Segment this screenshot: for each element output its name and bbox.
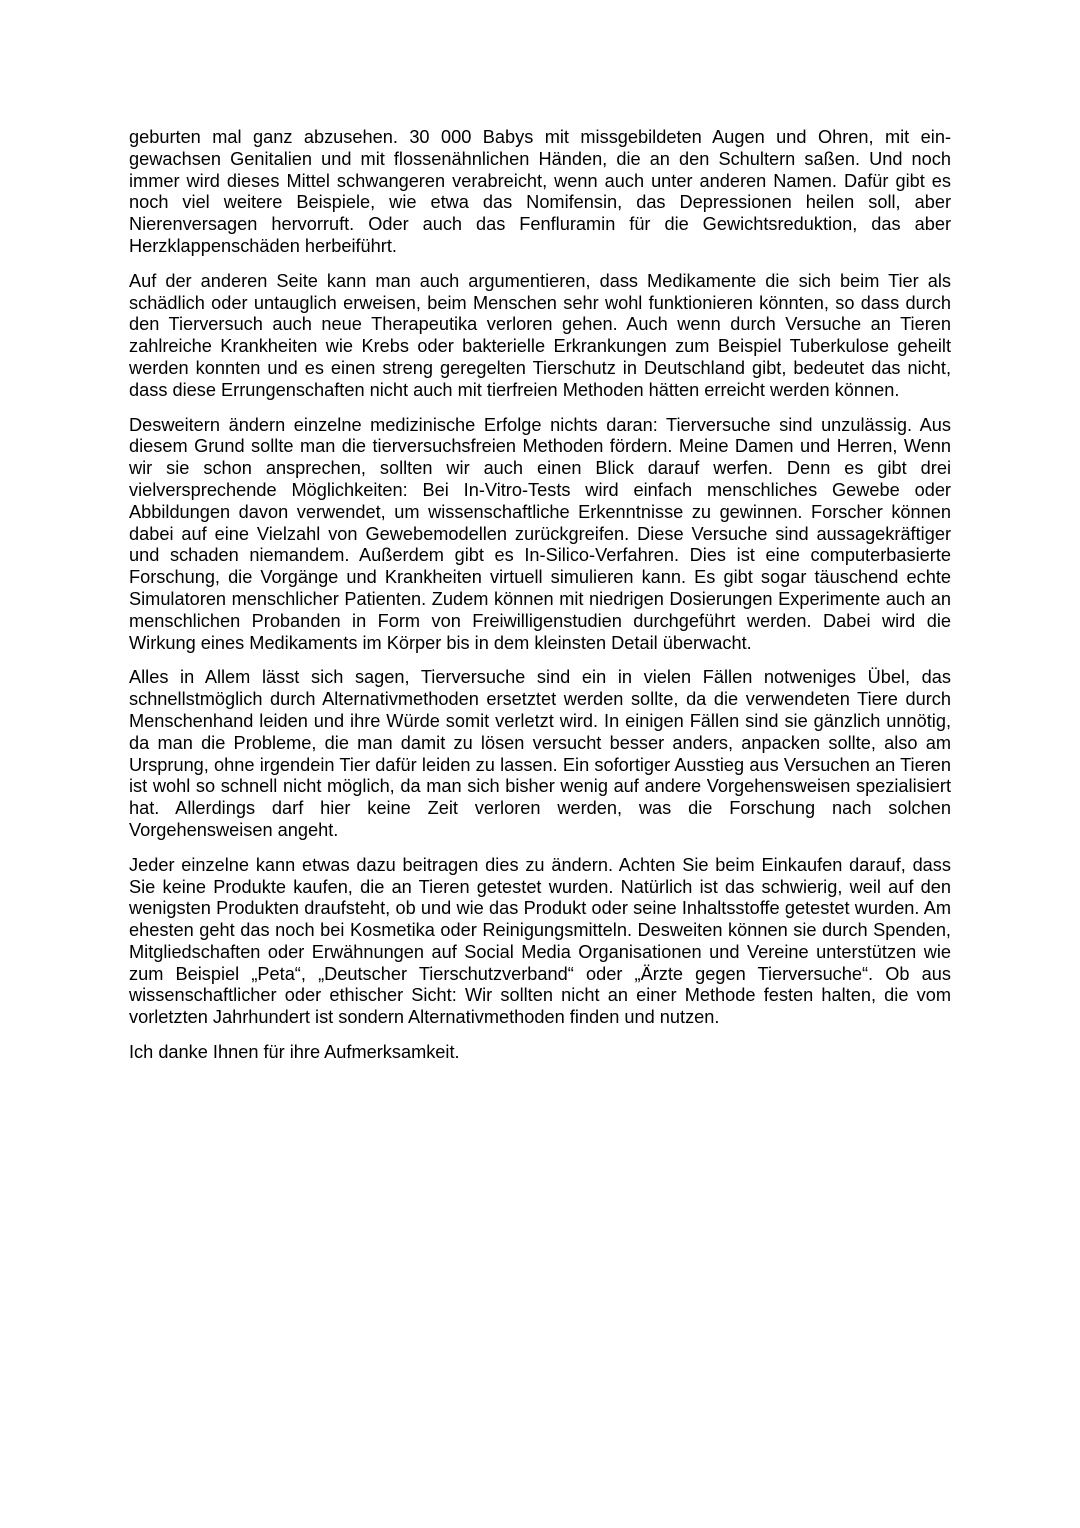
paragraph-counter-arguments: Auf der anderen Seite kann man auch argumentieren, dass Medikamente die sich beim Tier als schädlich oder untauglich erweisen, beim Menschen sehr wohl funktionieren könnten, so dass durch den Tierversuch auch neue Therapeutika verloren gehen. Auch wenn durch Versuche an Tieren zahlreiche Krankheiten wie Krebs oder bakterielle Erkrankungen zum Beispiel Tuberkulose geheilt werden konnten und es einen streng geregelten Tierschutz in Deutschland gibt, bedeutet das nicht, dass diese Errungenschaften nicht auch mit tierfreien Methoden hätten erreicht werden können. — [129, 270, 951, 400]
paragraph-thalidomide-examples: geburten mal ganz abzusehen. 30 000 Babys mit missgebildeten Augen und Ohren, mit eingewachsen Genitalien und mit flossenähnlichen Händen, die an den Schultern saßen. Und noch immer wird dieses Mittel schwangeren verabreicht, wenn auch unter anderen Namen. Dafür gibt es noch viel weitere Beispiele, wie etwa das Nomifensin, das Depressionen heilen soll, aber Nierenversagen hervorruft. Oder auch das Fenfluramin für die Gewichtsreduktion, das aber Herzklappenschäden herbeiführt. — [129, 127, 951, 256]
paragraph-alternative-methods: Desweitern ändern einzelne medizinische Erfolge nichts daran: Tierversuche sind unzulässig. Aus diesem Grund sollte man die tierversuchsfreien Methoden fördern. Meine Damen und Herren, Wenn wir sie schon ansprechen, sollten wir auch einen Blick darauf werfen. Denn es gibt drei vielversprechende Möglichkeiten: Bei In-Vitro-Tests wird einfach menschliches Gewebe oder Abbildungen davon verwendet, um wissenschaftliche Erkenntnisse zu gewinnen. Forscher können dabei auf eine Vielzahl von Gewebemodellen zurückgreifen. Diese Versuche sind aussagekräftiger und schaden niemandem. Außerdem gibt es In-Silico-Verfahren. Dies ist eine computerbasierte Forschung, die Vorgänge und Krankheiten virtuell simulieren kann. Es gibt sogar täuschend echte Simulatoren menschlicher Patienten. Zudem können mit niedrigen Dosierungen Experimente auch an menschlichen Probanden in Form von Freiwilligenstudien durchgeführt werden. Dabei wird die Wirkung eines Medikaments im Körper bis in dem kleinsten Detail überwacht. — [129, 414, 951, 653]
paragraph-conclusion: Alles in Allem lässt sich sagen, Tierversuche sind ein in vielen Fällen notweniges Übel, das schnellstmöglich durch Alternativmethoden ersetztet werden sollte, da die verwendeten Tiere durch Menschenhand leiden und ihre Würde somit verletzt wird. In einigen Fällen sind sie gänzlich unnötig, da man die Probleme, die man damit zu lösen versucht besser anders, anpacken sollte, also am Ursprung, ohne irgendein Tier dafür leiden zu lassen. Ein sofortiger Ausstieg aus Versuchen an Tieren ist wohl so schnell nicht möglich, da man sich bisher wenig auf andere Vorgehensweisen spezialisiert hat. Allerdings darf hier keine Zeit verloren werden, was die Forschung nach solchen Vorgehensweisen angeht. — [129, 667, 951, 840]
document-body — [129, 127, 951, 1077]
paragraph-closing-thanks: Ich danke Ihnen für ihre Aufmerksamkeit. — [129, 1042, 460, 1063]
paragraph-call-to-action: Jeder einzelne kann etwas dazu beitragen dies zu ändern. Achten Sie beim Einkaufen darauf, dass Sie keine Produkte kaufen, die an Tieren getestet wurden. Natürlich ist das schwierig, weil auf den wenigsten Produkten draufsteht, ob und wie das Produkt oder seine Inhaltsstoffe getestet wurden. Am ehesten geht das noch bei Kosmetika oder Reinigungsmitteln. Desweiten können sie durch Spenden, Mitgliedschaften oder Erwähnungen auf Social Media Organisationen und Vereine unterstützen wie zum Beispiel „Peta“, „Deutscher Tierschutzverband“ oder „Ärzte gegen Tierversuche“. Ob aus wissenschaftlicher oder ethischer Sicht: Wir sollten nicht an einer Methode festen halten, die vom vorletzten Jahrhundert ist sondern Alternativmethoden finden und nutzen. — [129, 854, 951, 1028]
